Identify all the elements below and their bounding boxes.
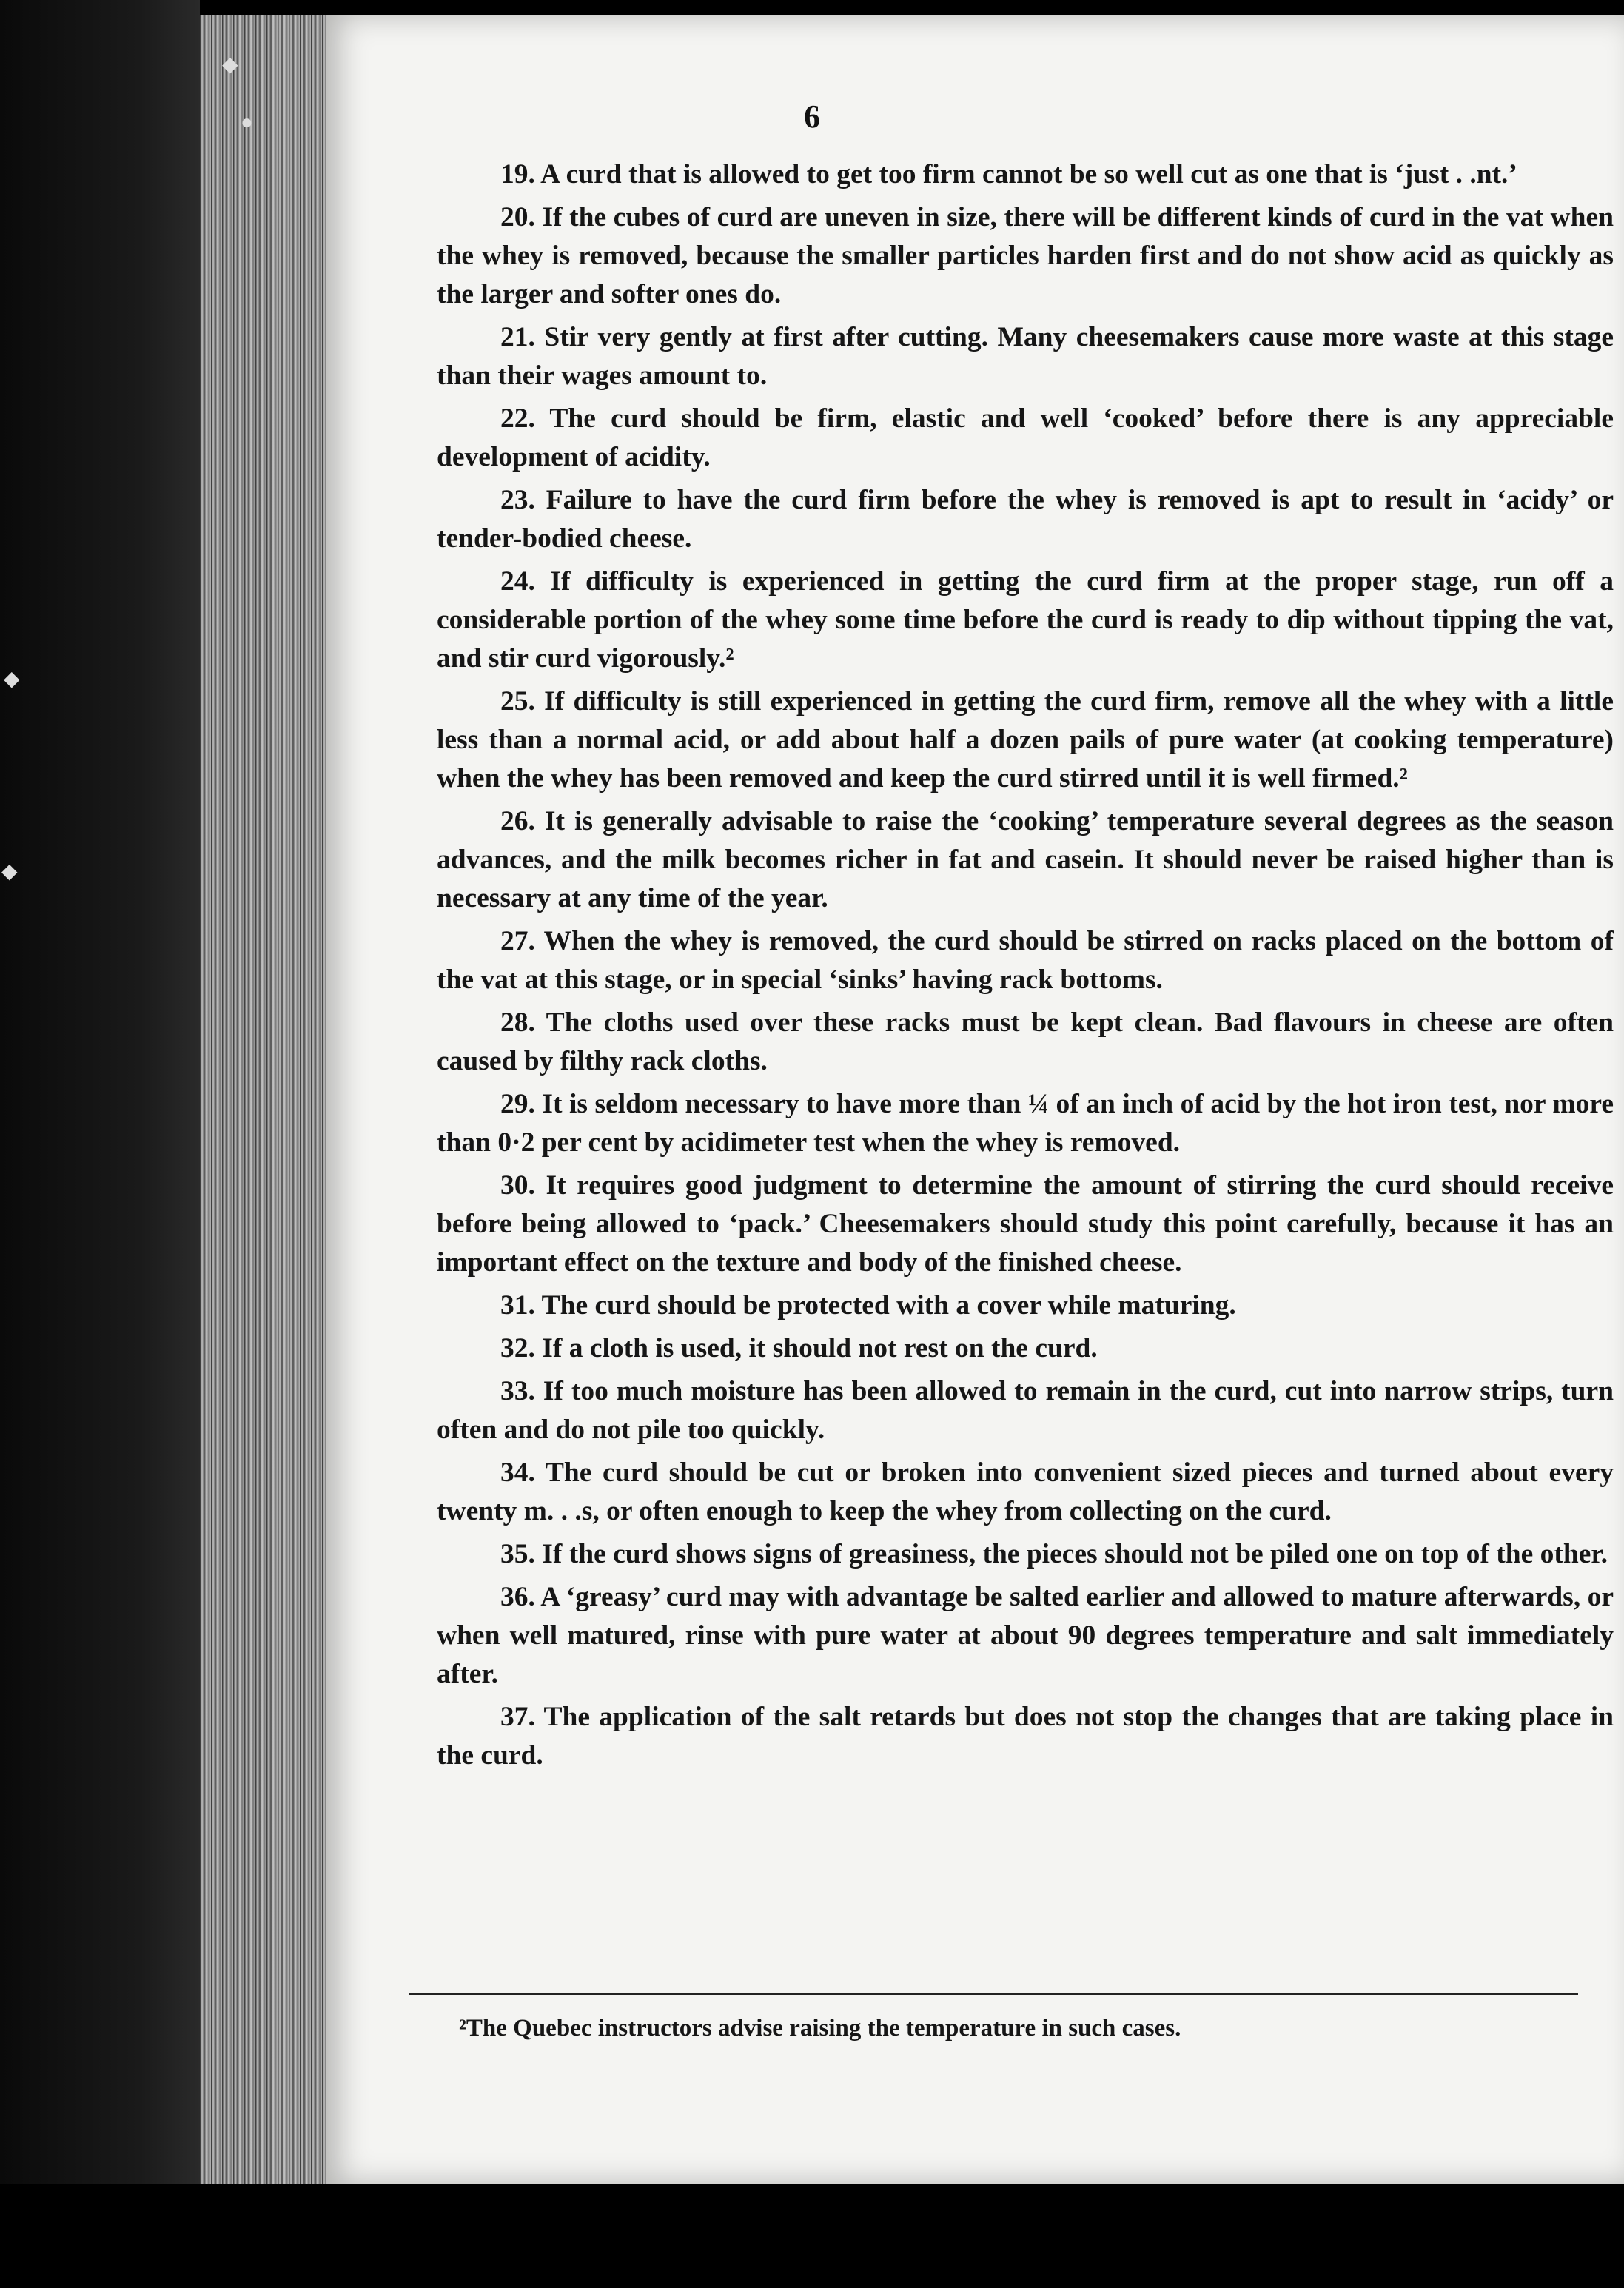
scan-speck: ◆ (4, 668, 20, 691)
scan-bottom-border (0, 2184, 1624, 2288)
paragraph-26: 26. It is generally advisable to raise the ‘cooking’ temperature several degrees as the season advances, and the milk becomes richer in fat and casein. It should never be raised higher than is necessary at any time of the year. (437, 806, 1614, 913)
paragraph-23: 23. Failure to have the curd firm before the whey is removed is apt to result in ‘acidy’ or tender-bodied cheese. (437, 485, 1614, 554)
paragraph-19: 19. A curd that is allowed to get too firm cannot be so well cut as one that is ‘just . .nt.’ (500, 159, 1517, 189)
scan-speck: ◆ (1, 860, 18, 883)
page-number: 6 (804, 98, 820, 135)
paragraph-21: 21. Stir very gently at first after cutting. Many cheesemakers cause more waste at this stage than their wages amount to. (437, 322, 1614, 391)
paragraph-37: 37. The application of the salt retards but does not stop the changes that are taking place in the curd. (437, 1702, 1614, 1771)
paragraph-29: 29. It is seldom necessary to have more than ¼ of an inch of acid by the hot iron test, nor more than 0·2 per cent by acidimeter test when the whey is removed. (437, 1089, 1614, 1158)
scan-speck: ● (241, 111, 253, 134)
paragraph-24: 24. If difficulty is experienced in getting the curd firm at the proper stage, run off a considerable portion of the whey some time before the curd is ready to dip without tipping the vat, and stir curd vigorously.² (437, 566, 1614, 674)
paragraph-31: 31. The curd should be protected with a cover while maturing. (500, 1290, 1236, 1321)
paragraph-35: 35. If the curd shows signs of greasiness, the pieces should not be piled one on top of the other. (500, 1539, 1608, 1569)
paragraph-28: 28. The cloths used over these racks must be kept clean. Bad flavours in cheese are often caused by filthy rack cloths. (437, 1007, 1614, 1076)
paragraph-33: 33. If too much moisture has been allowed to remain in the curd, cut into narrow strips, turn often and do not pile too quickly. (437, 1376, 1614, 1445)
paragraph-36: 36. A ‘greasy’ curd may with advantage be salted earlier and allowed to mature afterwards, or when well matured, rinse with pure water at about 90 degrees temperature and salt immediately after. (437, 1582, 1614, 1689)
paragraph-25: 25. If difficulty is still experienced in getting the curd firm, remove all the whey with a little less than a normal acid, or add about half a dozen pails of pure water (at cooking temperature) when the whey has been removed and keep the curd stirred until it is well firmed.² (437, 686, 1614, 794)
scan-left-border (0, 0, 200, 2288)
paragraph-30: 30. It requires good judgment to determine the amount of stirring the curd should receive before being allowed to ‘pack.’ Cheesemakers should study this point carefully, because it has an important effect on the texture and body of the finished cheese. (437, 1170, 1614, 1278)
scan-speck: ◆ (222, 53, 238, 76)
footnote-divider (409, 1993, 1578, 1995)
paragraph-34: 34. The curd should be cut or broken into convenient sized pieces and turned about every twenty m. . .s, or often enough to keep the whey from collecting on the curd. (437, 1457, 1614, 1526)
footnote: ²The Quebec instructors advise raising the temperature in such cases. (459, 2015, 1181, 2042)
paragraph-27: 27. When the whey is removed, the curd should be stirred on racks placed on the bottom of the vat at this stage, or in special ‘sinks’ having rack bottoms. (437, 926, 1614, 995)
paragraph-32: 32. If a cloth is used, it should not rest on the curd. (500, 1333, 1098, 1363)
body-text (437, 155, 1614, 1779)
paragraph-20: 20. If the cubes of curd are uneven in size, there will be different kinds of curd in the vat when the whey is removed, because the smaller particles harden first and do not show acid as quickly as the larger and softer ones do. (437, 202, 1614, 309)
paragraph-22: 22. The curd should be firm, elastic and well ‘cooked’ before there is any appreciable development of acidity. (437, 403, 1614, 472)
